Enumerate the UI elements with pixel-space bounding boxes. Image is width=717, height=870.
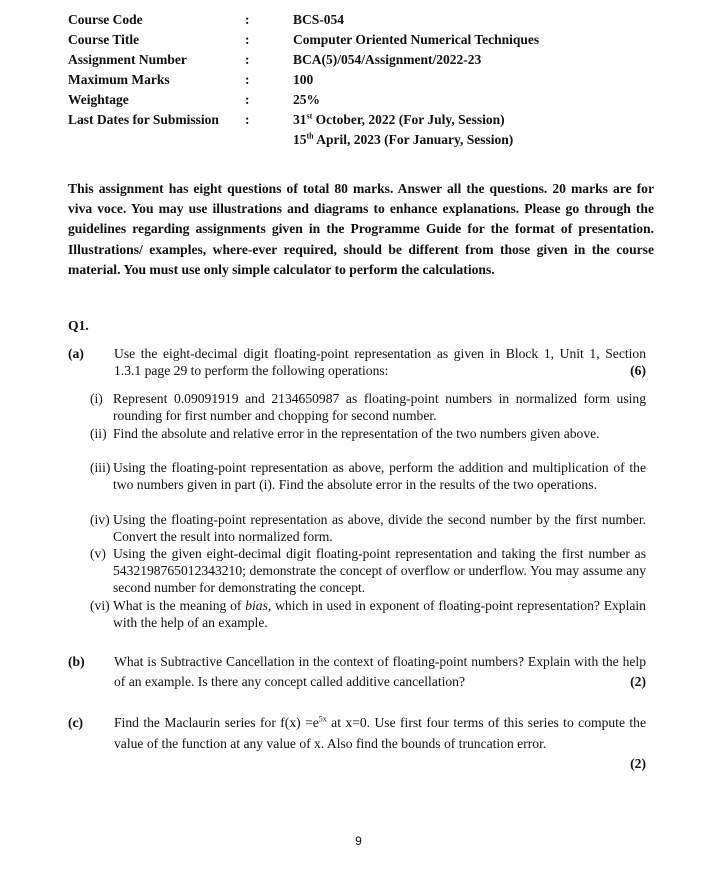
subpart-number: (iii)	[90, 460, 111, 475]
header-key: Course Code	[68, 12, 143, 27]
header-key: Assignment Number	[68, 52, 187, 67]
header-key: Last Dates for Submission	[68, 112, 219, 127]
part-a-marks: (6)	[630, 362, 646, 378]
header-colon: :	[245, 112, 250, 127]
subpart-text: What is the meaning of bias, which in used in exponent of floating-point representation? Explain with the help of an example.	[113, 598, 646, 630]
page-number: 9	[355, 834, 362, 848]
header-colon: :	[245, 12, 250, 27]
part-c-label: (c)	[68, 715, 84, 730]
question-label: Q1.	[68, 318, 89, 333]
header-colon: :	[245, 92, 250, 107]
submission-date-january: 15th April, 2023 (For January, Session)	[293, 131, 514, 147]
header-key: Maximum Marks	[68, 72, 170, 87]
subpart-ii	[90, 426, 646, 443]
part-c-text: Find the Maclaurin series for $f(x) =e^{5x}$ at x=0. Use first four terms of this series to compute the value of the function at any value of x. Also find the bounds of truncation error. (2)	[114, 713, 646, 774]
header-colon: :	[245, 52, 250, 67]
assignment-instructions: This assignment has eight questions of total 80 marks. Answer all the questions. 20 marks are for viva voce. You may use illustrations and diagrams to enhance explanations. Please go through the guidelines regarding assignments given in the Programme Guide for the format of presentation. Illustrations/ examples, where-ever required, should be different from those given in the course material. You must use only simple calculator to perform the calculations.	[68, 181, 654, 277]
header-value: Computer Oriented Numerical Techniques	[293, 32, 540, 47]
part-b-label: (b)	[68, 654, 85, 669]
subpart-number: (iv)	[90, 512, 110, 527]
subpart-iii	[90, 460, 646, 494]
header-value: BCS-054	[293, 12, 345, 27]
subpart-number: (ii)	[90, 426, 107, 441]
subpart-number: (vi)	[90, 598, 110, 613]
subpart-text: Represent 0.09091919 and 2134650987 as floating-point numbers in normalized form using rounding for first number and chopping for second number.	[113, 391, 646, 423]
header-value: 25%	[293, 92, 320, 107]
subpart-text: Using the floating-point representation as above, perform the addition and multiplication of the two numbers given in part (i). Find the absolute error in the results of the two operations.	[113, 460, 646, 492]
part-c-marks: (2)	[630, 756, 646, 771]
part-a-text: Use the eight-decimal digit floating-point representation as given in Block 1, Unit 1, Section 1.3.1 page 29 to perform the following operations: (6)	[114, 346, 646, 378]
subpart-i	[90, 391, 646, 425]
part-b-text: What is Subtractive Cancellation in the context of floating-point numbers? Explain with the help of an example. Is there any concept called additive cancellation? (2)	[114, 652, 646, 692]
header-value: BCA(5)/054/Assignment/2022-23	[293, 52, 482, 67]
header-key: Course Title	[68, 32, 140, 47]
subpart-text: Find the absolute and relative error in the representation of the two numbers given above.	[113, 426, 600, 441]
header-value: 100	[293, 72, 314, 87]
subpart-text: Using the given eight-decimal digit floating-point representation and taking the first number as 5432198765012343210; demonstrate the concept of overflow or underflow. You may assume any second number for demonstrating the concept.	[113, 546, 646, 595]
header-key: Weightage	[68, 92, 129, 107]
subpart-vi	[90, 598, 646, 632]
header-colon: :	[245, 32, 250, 47]
part-b-marks: (2)	[630, 674, 646, 689]
subpart-iv	[90, 512, 646, 546]
subpart-number: (i)	[90, 391, 103, 406]
subpart-v	[90, 546, 646, 596]
part-a-label: (a)	[68, 346, 84, 361]
submission-date-july: 31st October, 2022 (For July, Session)	[293, 111, 505, 127]
subpart-number: (v)	[90, 546, 106, 561]
header-colon: :	[245, 72, 250, 87]
subpart-text: Using the floating-point representation as above, divide the second number by the first number. Convert the result into normalized form.	[113, 512, 646, 544]
